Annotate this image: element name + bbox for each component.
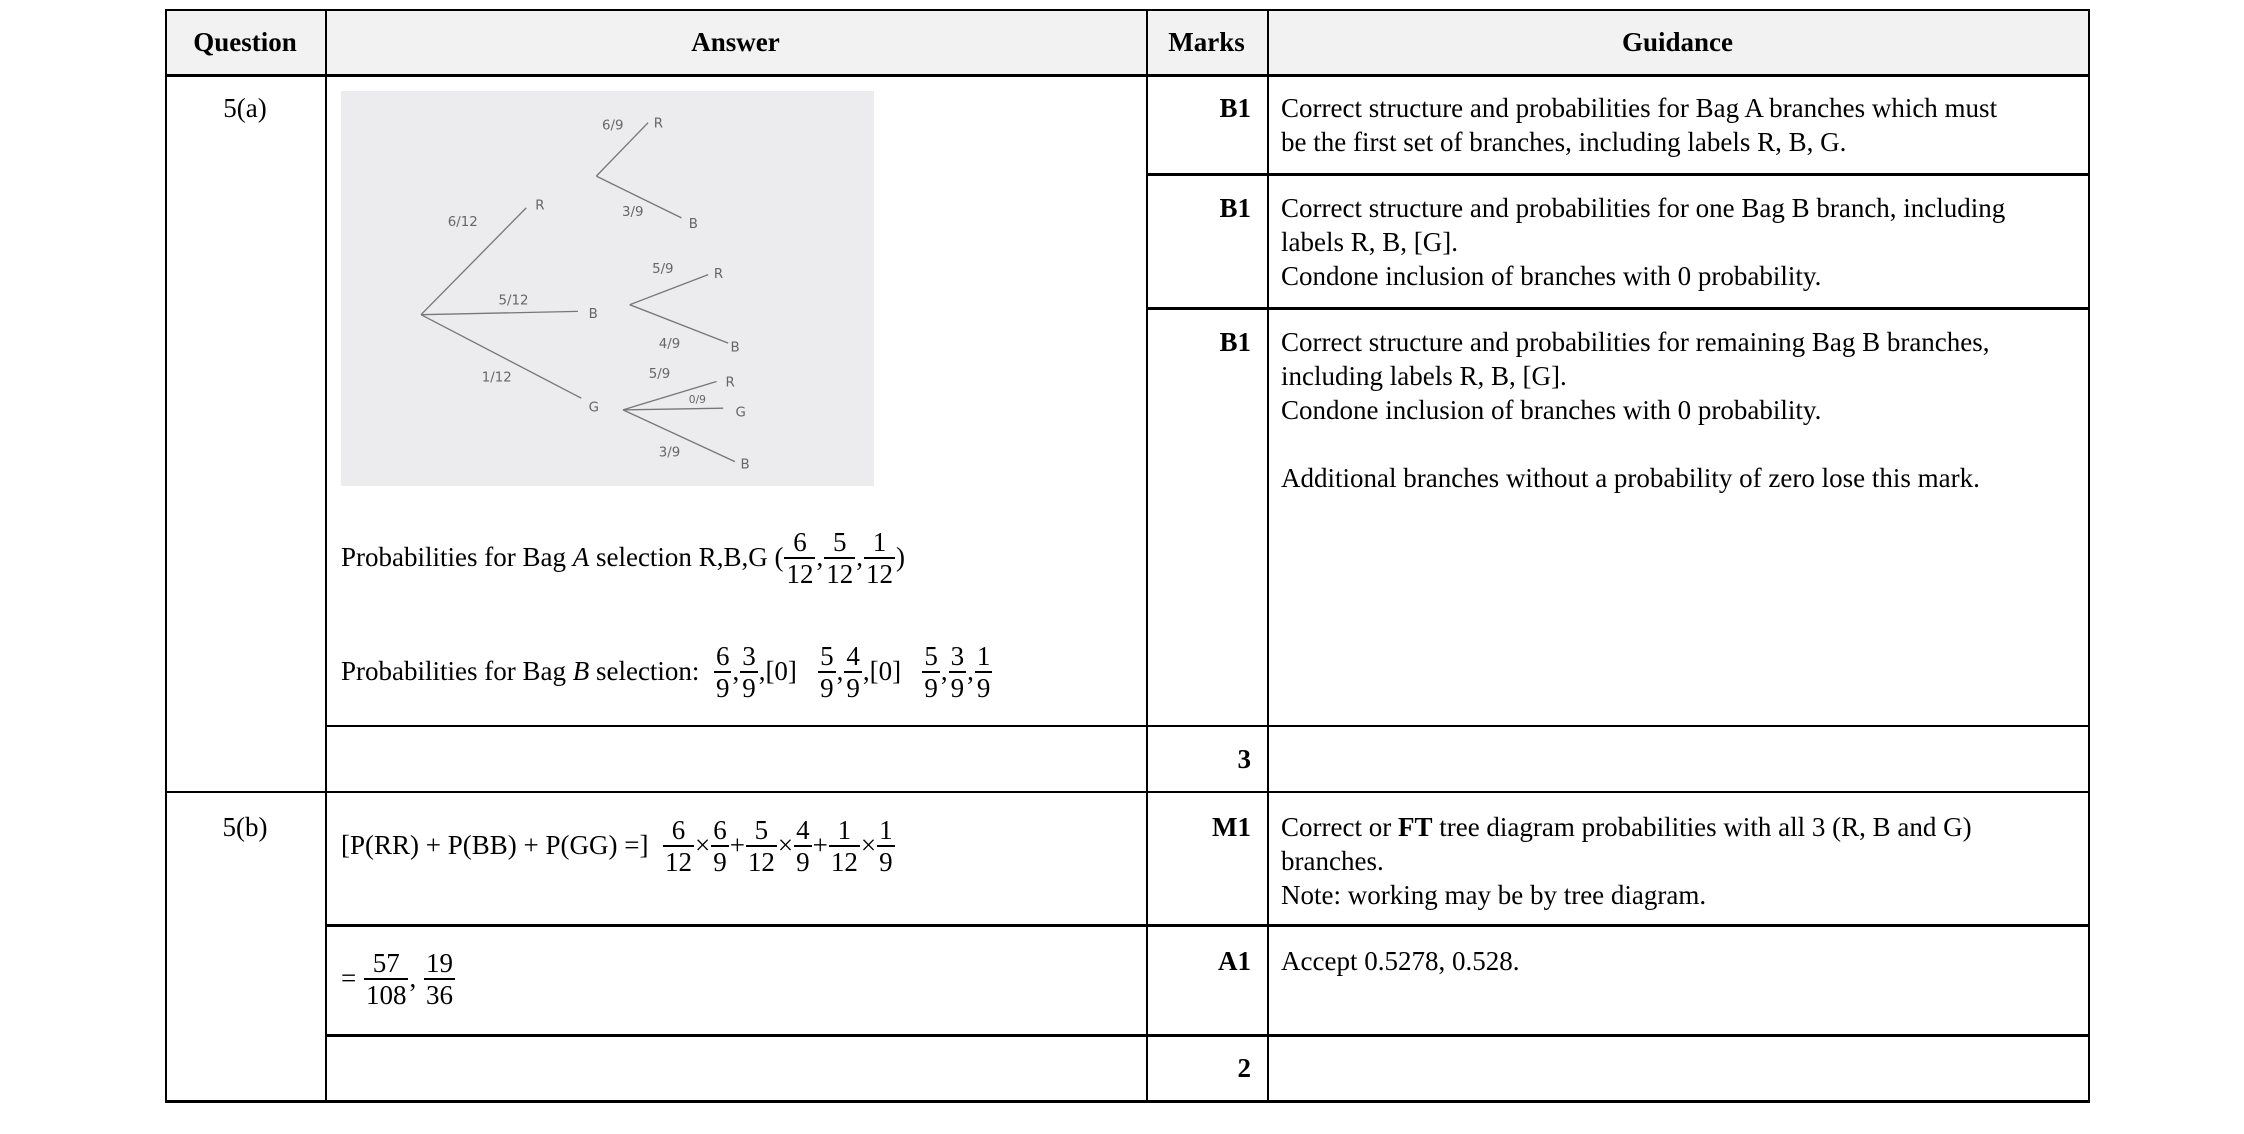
- divider: [1146, 307, 2090, 310]
- fraction: [829, 815, 860, 877]
- working-expression: [341, 815, 896, 877]
- tree-node: G: [735, 405, 746, 421]
- expression-text: ,: [409, 963, 423, 994]
- expression-text: ×: [860, 830, 877, 861]
- denominator: 9: [820, 672, 834, 703]
- tree-prob: 1/12: [481, 370, 512, 386]
- numerator: 57: [372, 948, 400, 978]
- guidance-line: labels R, B, [G].: [1281, 227, 1458, 257]
- header-answer: Answer: [691, 27, 780, 57]
- expression-text: ,[0]: [862, 656, 922, 687]
- guidance-b1-remaining-bag-b: [1281, 325, 1990, 495]
- result-expression: [341, 948, 456, 1010]
- guidance-m1: [1281, 810, 1972, 912]
- question-number: 5(a): [223, 93, 267, 123]
- fraction: [818, 641, 836, 703]
- mark-code: M1: [1212, 812, 1251, 842]
- numerator: 1: [872, 527, 887, 557]
- blank-line: [1281, 427, 1990, 461]
- tree-prob: 6/12: [447, 215, 478, 231]
- tree-prob: 4/9: [658, 337, 681, 353]
- divider: [325, 10, 327, 1102]
- tree-prob: 0/9: [688, 393, 706, 407]
- numerator: 6: [715, 641, 730, 671]
- expression-text: ,: [732, 656, 740, 687]
- header-question: Question: [193, 27, 297, 57]
- numerator: 5: [820, 641, 834, 671]
- question-number: 5(b): [222, 812, 268, 842]
- fraction: [364, 948, 409, 1010]
- tree-node: B: [740, 457, 750, 473]
- tree-prob: 5/9: [652, 261, 674, 277]
- numerator: 6: [713, 815, 727, 845]
- guidance-text: tree diagram probabilities with all 3 (R, B and G): [1432, 812, 1972, 842]
- divider: [1146, 10, 1148, 1102]
- expression-text: ,[0]: [758, 656, 818, 687]
- numerator: 3: [742, 641, 756, 671]
- tree-node: B: [588, 307, 598, 323]
- mark-code: B1: [1219, 327, 1251, 357]
- numerator: 19: [425, 948, 453, 978]
- denominator: 9: [879, 846, 893, 877]
- tree-prob: 6/9: [601, 118, 624, 134]
- divider: [2088, 9, 2090, 1103]
- tree-prob: 5/9: [648, 367, 671, 383]
- numerator: 5: [754, 815, 769, 845]
- denominator: 9: [846, 672, 860, 703]
- denominator: 12: [865, 558, 893, 589]
- fraction: [824, 527, 855, 589]
- expression-text: ,: [816, 542, 824, 573]
- numerator: 5: [832, 527, 847, 557]
- expression-text: +: [729, 830, 745, 861]
- numerator: 5: [924, 641, 938, 671]
- branch-line: [630, 275, 708, 305]
- expression-text: [P(RR) + P(BB) + P(GG) =]: [341, 830, 662, 861]
- denominator: 12: [786, 558, 814, 589]
- divider: [165, 9, 167, 1103]
- fraction: [784, 527, 815, 589]
- denominator: 9: [796, 846, 810, 877]
- guidance-line: including labels R, B, [G].: [1281, 361, 1567, 391]
- fraction: [975, 641, 993, 703]
- tree-node: R: [725, 375, 735, 391]
- branch-line: [421, 315, 581, 398]
- fraction: [424, 948, 455, 1010]
- tree-node: G: [588, 400, 599, 416]
- guidance-line: Condone inclusion of branches with 0 probability.: [1281, 261, 1822, 291]
- expression-text: ×: [694, 830, 711, 861]
- expression-text: selection R,B,G (: [589, 542, 784, 573]
- expression-text: ): [895, 542, 905, 573]
- fraction: [877, 815, 895, 877]
- fraction: [864, 527, 895, 589]
- mark-code: A1: [1218, 946, 1251, 976]
- divider: [1267, 10, 1269, 1102]
- header-guidance: Guidance: [1621, 27, 1734, 57]
- tree-prob: 5/12: [498, 293, 529, 309]
- mark-code: B1: [1219, 193, 1251, 223]
- fraction: [922, 641, 940, 703]
- guidance-bold-text: FT: [1397, 812, 1433, 842]
- tree-node: B: [730, 340, 740, 356]
- numerator: 4: [846, 641, 860, 671]
- numerator: 4: [796, 815, 810, 845]
- denominator: 9: [713, 846, 727, 877]
- denominator: 12: [664, 846, 692, 877]
- numerator: 6: [671, 815, 686, 845]
- expression-text: ×: [777, 830, 794, 861]
- tree-diagram-image: [341, 91, 874, 486]
- guidance-b1-one-bag-b: [1281, 191, 2005, 293]
- expression-text: B: [572, 656, 590, 687]
- numerator: 1: [976, 641, 991, 671]
- divider: [165, 9, 2090, 11]
- denominator: 36: [425, 979, 453, 1010]
- tree-node: B: [688, 216, 698, 232]
- divider: [325, 1034, 2090, 1037]
- fraction: [714, 641, 732, 703]
- divider: [165, 1100, 2090, 1103]
- expression-text: selection:: [589, 656, 713, 687]
- denominator: 12: [826, 558, 854, 589]
- expression-text: +: [812, 830, 828, 861]
- branch-line: [421, 311, 578, 314]
- numerator: 3: [950, 641, 965, 671]
- divider: [325, 924, 2090, 927]
- bag-a-probabilities: [341, 527, 905, 589]
- expression-text: ,: [940, 656, 948, 687]
- guidance-line: Additional branches without a probability of zero lose this mark.: [1281, 463, 1980, 493]
- bag-b-probabilities: [341, 641, 993, 703]
- tree-node: R: [535, 198, 545, 214]
- divider: [165, 791, 2090, 793]
- divider: [325, 725, 2090, 727]
- marks-total: 2: [1237, 1053, 1251, 1083]
- guidance-line: Note: working may be by tree diagram.: [1281, 880, 1707, 910]
- fraction: [746, 815, 777, 877]
- denominator: 9: [742, 672, 756, 703]
- fraction: [844, 641, 862, 703]
- denominator: 12: [747, 846, 775, 877]
- numerator: 6: [793, 527, 807, 557]
- denominator: 9: [976, 672, 991, 703]
- guidance-line: Condone inclusion of branches with 0 probability.: [1281, 395, 1822, 425]
- fraction: [711, 815, 729, 877]
- guidance-line: Correct structure and probabilities for remaining Bag B branches,: [1281, 327, 1990, 357]
- guidance-line: be the first set of branches, including labels R, B, G.: [1281, 127, 1847, 157]
- numerator: 1: [879, 815, 893, 845]
- fraction: [663, 815, 694, 877]
- guidance-b1-structure-bag-a: [1281, 91, 1997, 159]
- divider: [165, 74, 2090, 77]
- expression-text: ,: [856, 542, 863, 573]
- tree-node: R: [713, 266, 724, 282]
- expression-text: Probabilities for Bag: [341, 542, 573, 573]
- guidance-line: Correct structure and probabilities for one Bag B branch, including: [1281, 193, 2006, 223]
- header-marks: Marks: [1168, 27, 1245, 57]
- denominator: 9: [950, 672, 965, 703]
- guidance-a1: Accept 0.5278, 0.528.: [1281, 946, 1520, 976]
- mark-code: B1: [1219, 93, 1251, 123]
- expression-text: Probabilities for Bag: [341, 656, 573, 687]
- denominator: 108: [365, 979, 407, 1010]
- guidance-line: Correct structure and probabilities for Bag A branches which must: [1281, 93, 1998, 123]
- fraction: [740, 641, 758, 703]
- marks-total: 3: [1237, 744, 1251, 774]
- expression-text: =: [341, 963, 363, 994]
- denominator: 12: [830, 846, 858, 877]
- expression-text: ,: [836, 656, 844, 687]
- branch-line: [623, 408, 723, 410]
- tree-node: R: [653, 116, 664, 132]
- denominator: 9: [924, 672, 938, 703]
- guidance-line: [1281, 810, 1972, 844]
- tree-prob: 3/9: [658, 445, 681, 461]
- expression-text: ,: [967, 656, 974, 687]
- tree-prob: 3/9: [622, 205, 644, 221]
- denominator: 9: [715, 672, 730, 703]
- guidance-text: Correct or: [1281, 812, 1398, 842]
- fraction: [949, 641, 967, 703]
- expression-text: A: [572, 542, 590, 573]
- divider: [1146, 173, 2090, 176]
- guidance-line: branches.: [1281, 846, 1384, 876]
- fraction: [794, 815, 812, 877]
- numerator: 1: [837, 815, 852, 845]
